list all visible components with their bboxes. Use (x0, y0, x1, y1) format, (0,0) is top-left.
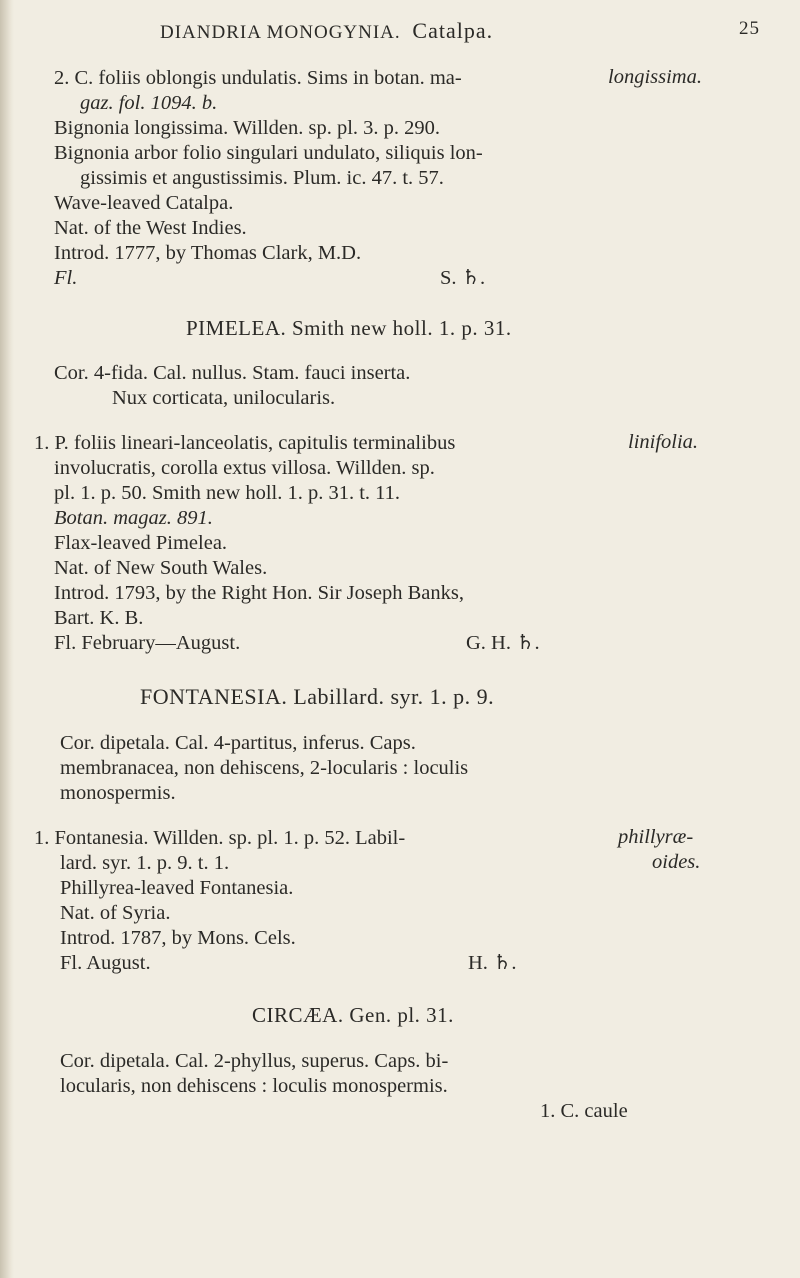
character-line: monospermis. (60, 782, 176, 804)
species-name: oides. (652, 851, 701, 873)
character-line: membranacea, non dehiscens, 2-locularis : loculis (60, 757, 469, 779)
entry-line: gaz. fol. 1094. b. (80, 92, 218, 114)
genus-heading: PIMELEA. Smith new holl. 1. p. 31. (186, 316, 512, 340)
entry-line: Nat. of the West Indies. (54, 217, 247, 239)
entry-line: Nat. of Syria. (60, 902, 171, 924)
entry-line: S. ♄. (440, 267, 486, 289)
entry-line: Wave-leaved Catalpa. (54, 192, 234, 214)
entry-line: Phillyrea-leaved Fontanesia. (60, 877, 294, 899)
character-line: Cor. 4-fida. Cal. nullus. Stam. fauci inserta. (54, 362, 411, 384)
running-header (160, 18, 760, 44)
header-title: DIANDRIA MONOGYNIA. (160, 22, 401, 43)
page-number: 25 (739, 18, 760, 39)
character-line: Nux corticata, unilocularis. (112, 387, 336, 409)
entry-line: pl. 1. p. 50. Smith new holl. 1. p. 31. t. 11. (54, 482, 401, 504)
entry-line: Flax-leaved Pimelea. (54, 532, 228, 554)
entry-line: 1. P. foliis lineari-lanceolatis, capitulis terminalibus (34, 432, 456, 454)
entry-line: Fl. February—August. (54, 632, 241, 654)
character-line: Cor. dipetala. Cal. 2-phyllus, superus. Caps. bi- (60, 1050, 449, 1072)
species-name: linifolia. (628, 431, 699, 453)
genus-heading: FONTANESIA. Labillard. syr. 1. p. 9. (140, 684, 495, 709)
entry-line: H. ♄. (468, 952, 517, 974)
header-genus: Catalpa. (412, 18, 494, 43)
catchword: 1. C. caule (540, 1100, 628, 1122)
entry-line: G. H. ♄. (466, 632, 540, 654)
entry-line: Introd. 1793, by the Right Hon. Sir Joseph Banks, (54, 582, 464, 604)
entry-line: 1. Fontanesia. Willden. sp. pl. 1. p. 52. Labil- (34, 827, 406, 849)
entry-line: Botan. magaz. 891. (54, 507, 213, 529)
character-line: Cor. dipetala. Cal. 4-partitus, inferus. Caps. (60, 732, 416, 754)
entry-line: lard. syr. 1. p. 9. t. 1. (60, 852, 230, 874)
entry-line: Bart. K. B. (54, 607, 144, 629)
entry-line: Fl. August. (60, 952, 151, 974)
entry-line: Introd. 1787, by Mons. Cels. (60, 927, 296, 949)
character-line: locularis, non dehiscens : loculis monospermis. (60, 1075, 448, 1097)
genus-heading: CIRCÆA. Gen. pl. 31. (252, 1003, 454, 1027)
entry-line: Fl. (54, 267, 78, 289)
species-name: longissima. (608, 66, 702, 88)
entry-line: Bignonia arbor folio singulari undulato, siliquis lon- (54, 142, 483, 164)
entry-line: Nat. of New South Wales. (54, 557, 268, 579)
page-binding-edge (0, 0, 14, 1278)
species-name: phillyræ- (618, 826, 694, 848)
entry-line: Introd. 1777, by Thomas Clark, M.D. (54, 242, 362, 264)
entry-line: Bignonia longissima. Willden. sp. pl. 3. p. 290. (54, 117, 441, 139)
entry-line: 2. C. foliis oblongis undulatis. Sims in botan. ma- (54, 67, 462, 89)
entry-line: gissimis et angustissimis. Plum. ic. 47. t. 57. (80, 167, 444, 189)
entry-line: involucratis, corolla extus villosa. Willden. sp. (54, 457, 435, 479)
